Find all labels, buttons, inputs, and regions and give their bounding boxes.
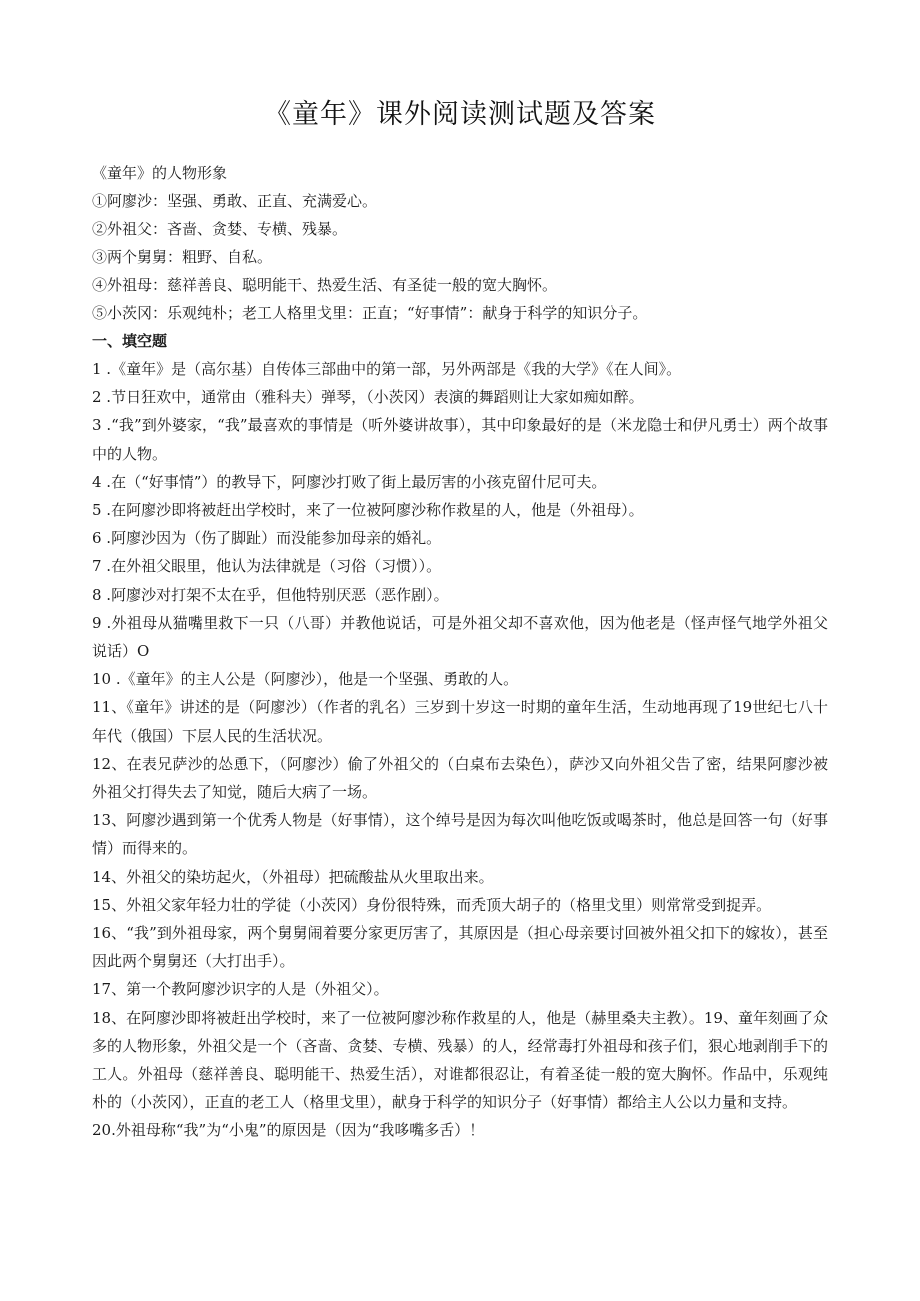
question-item: 18、在阿廖沙即将被赶出学校时，来了一位被阿廖沙称作救星的人，他是（赫里桑夫主教）。19、童年刻画了众多的人物形象，外祖父是一个（吝啬、贪婪、专横、残暴）的人，经常毒打外祖母和孩子们，狠心地剥削手下的工人。外祖母（慈祥善良、聪明能干、热爱生活），对谁都很忍让，有着圣徒一般的宽大胸怀。作品中，乐观纯朴的（小茨冈），正直的老工人（格里戈里），献身于科学的知识分子（好事情）都给主人公以力量和支持。 — [92, 1008, 828, 1112]
character-item: ⑤小茨冈：乐观纯朴；老工人格里戈里：正直；“好事情”：献身于科学的知识分子。 — [92, 304, 648, 322]
document-body — [92, 159, 828, 1145]
question-item: 12、在表兄萨沙的怂恿下，（阿廖沙）偷了外祖父的（白桌布去染色），萨沙又向外祖父告了密，结果阿廖沙被外祖父打得失去了知觉，随后大病了一场。 — [92, 754, 828, 802]
character-item: ④外祖母：慈祥善良、聪明能干、热爱生活、有圣徒一般的宽大胸怀。 — [92, 276, 558, 294]
question-item: 2 .节日狂欢中，通常由（雅科夫）弹琴，（小茨冈）表演的舞蹈则让大家如痴如醉。 — [92, 388, 644, 407]
document-title: 《童年》课外阅读测试题及答案 — [264, 99, 656, 130]
character-item: ①阿廖沙：坚强、勇敢、正直、充满爱心。 — [92, 192, 378, 210]
question-item: 3 .“我”到外婆家，“我”最喜欢的事情是（听外婆讲故事），其中印象最好的是（米龙隐士和伊凡勇士）两个故事中的人物。 — [92, 416, 828, 463]
question-item: 4 .在（“好事情”）的教导下，阿廖沙打败了街上最厉害的小孩克留什尼可夫。 — [92, 472, 607, 491]
question-item: 20.外祖母称“我”为“小鬼”的原因是（因为“我哆嘴多舌）！ — [92, 1121, 485, 1140]
section-heading: 一、填空题 — [92, 332, 168, 350]
question-item: 11、《童年》讲述的是（阿廖沙）（作者的乳名）三岁到十岁这一时期的童年生活，生动地再现了19世纪七八十年代（俄国）下层人民的生活状况。 — [92, 698, 828, 745]
question-item: 1 .《童年》是（高尔基）自传体三部曲中的第一部，另外两部是《我的大学》《在人间》。 — [92, 360, 682, 378]
question-item: 10 .《童年》的主人公是（阿廖沙），他是一个坚强、勇敢的人。 — [92, 670, 519, 689]
question-item: 17、第一个教阿廖沙识字的人是（外祖父）。 — [92, 980, 389, 999]
intro-heading: 《童年》的人物形象 — [92, 164, 228, 182]
question-item: 14、外祖父的染坊起火，（外祖母）把硫酸盐从火里取出来。 — [92, 867, 494, 886]
question-item: 7 .在外祖父眼里，他认为法律就是（习俗（习惯））。 — [92, 557, 442, 576]
question-item: 5 .在阿廖沙即将被赶出学校时，来了一位被阿廖沙称作救星的人，他是（外祖母）。 — [92, 501, 644, 520]
character-item: ②外祖父：吝啬、贪婪、专横、残暴。 — [92, 220, 348, 238]
character-item: ③两个舅舅：粗野、自私。 — [92, 248, 273, 266]
question-item: 9 .外祖母从猫嘴里救下一只（八哥）并教他说话，可是外祖父却不喜欢他，因为他老是（怪声怪气地学外祖父说话）O — [92, 613, 828, 661]
question-item: 13、阿廖沙遇到第一个优秀人物是（好事情），这个绰号是因为每次叫他吃饭或喝茶时，他总是回答一句（好事情）而得来的。 — [92, 811, 828, 858]
question-item: 8 .阿廖沙对打架不太在乎，但他特别厌恶（恶作剧）。 — [92, 585, 449, 604]
question-item: 6 .阿廖沙因为（伤了脚趾）而没能参加母亲的婚礼。 — [92, 529, 442, 548]
question-item: 15、外祖父家年轻力壮的学徒（小茨冈）身份很特殊，而秃顶大胡子的（格里戈里）则常常受到捉弄。 — [92, 895, 772, 914]
question-list — [92, 355, 828, 1145]
question-item: 16、“我”到外祖母家，两个舅舅闹着要分家更厉害了，其原因是（担心母亲要讨回被外祖父扣下的嫁妆），甚至因此两个舅舅还（大打出手）。 — [92, 924, 828, 971]
